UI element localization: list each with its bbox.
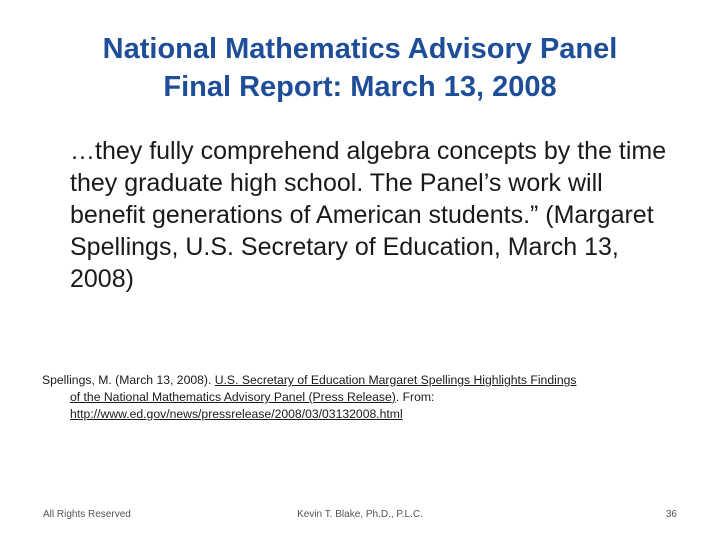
footer-author: Kevin T. Blake, Ph.D., P.L.C. — [297, 509, 423, 520]
quote-text: …they fully comprehend algebra concepts by the time they graduate high school. The Panel’s work will benefit generations of American students.” (Margaret Spellings, U.S. Secretary of Education, March 13, 2008) — [70, 137, 667, 293]
citation-prefix: Spellings, M. (March 13, 2008). — [42, 373, 215, 387]
title-line-2: Final Report: March 13, 2008 — [163, 71, 557, 103]
citation-from-label: . From: — [395, 390, 435, 404]
citation-title-part-1: U.S. Secretary of Education Margaret Spellings Highlights Findings — [214, 373, 577, 387]
footer-rights: All Rights Reserved — [43, 509, 131, 520]
citation-title-part-2: of the National Mathematics Advisory Panel (Press Release) — [70, 390, 396, 404]
title-line-1: National Mathematics Advisory Panel — [102, 33, 618, 65]
footer-page-number: 36 — [665, 509, 677, 520]
citation-continuation — [42, 389, 682, 406]
citation-url-line — [42, 406, 682, 423]
citation — [42, 372, 682, 423]
slide-title — [40, 30, 680, 106]
citation-url-link[interactable]: http://www.ed.gov/news/pressrelease/2008/03/03132008.html — [70, 407, 403, 421]
